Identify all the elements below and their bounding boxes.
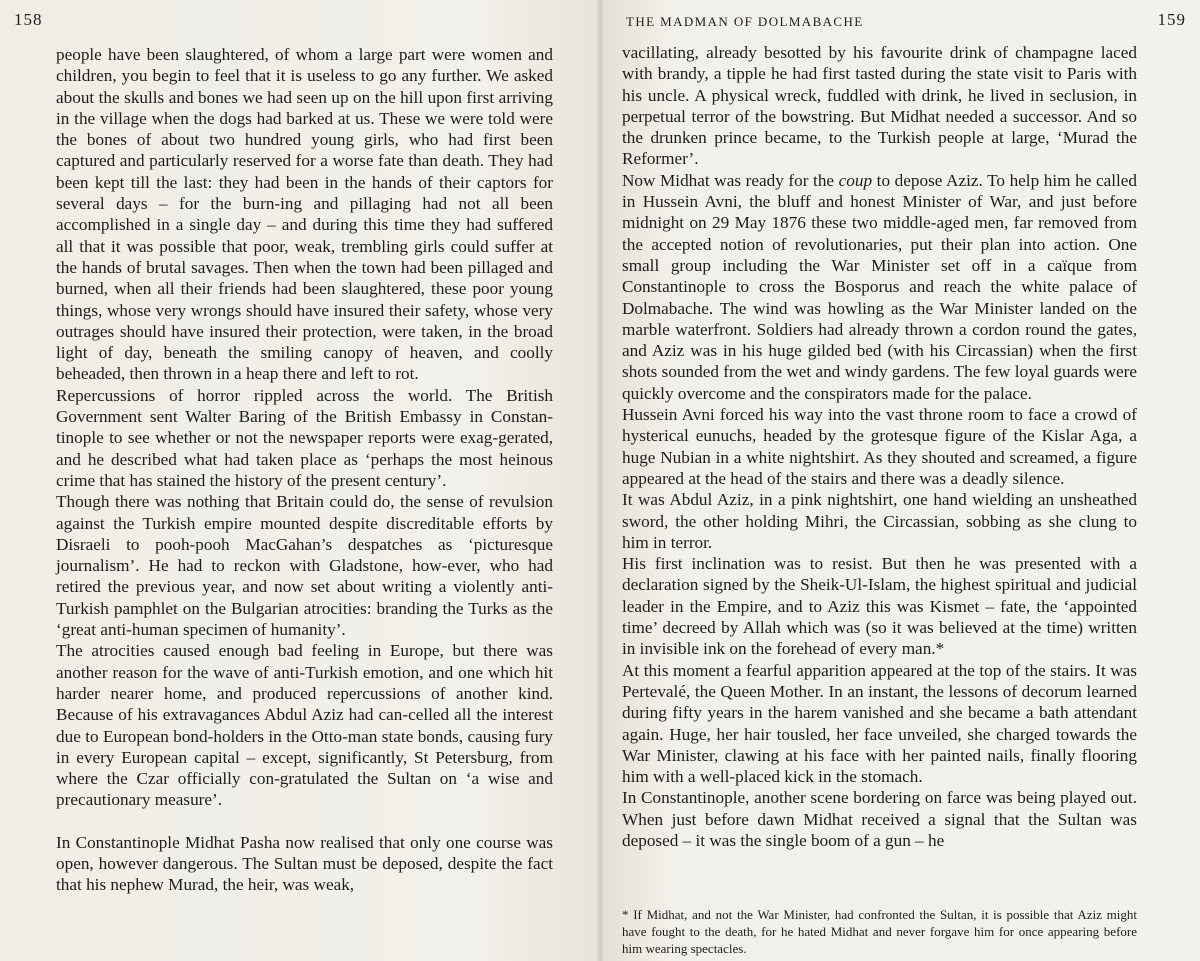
right-paragraph-1: vacillating, already besotted by his favourite drink of champagne laced with brandy, a tipple he had first tasted during the state visit to Paris with his uncle. A physical wreck, fuddled with drink, he lived in seclusion, in perpetual terror of the bowstring. But Midhat needed a successor. And so the drunken prince became, to the Turkish people at large, ‘Murad the Reformer’. xyxy=(622,43,1137,169)
right-paragraph-2 xyxy=(622,170,1137,404)
left-paragraph-1: people have been slaughtered, of whom a large part were women and children, you begin to feel that it is useless to go any further. We asked about the skulls and bones we had seen up on the hill upon first arriving in the village when the dogs had barked at us. These we were told were the bones of about two hundred young girls, who had first been captured and particularly reserved for a worse fate than death. They had been kept till the last: they had been in the hands of their captors for several days – for the burn-ing and pillaging had not all been accomplished in a single day – and during this time they had suffered all that it was possible that poor, weak, trembling girls could suffer at the hands of brutal savages. Then when the town had been pillaged and burned, when all their friends had been slaughtered, these poor young things, whose very wrongs should have insured their safety, whose very outrages should have insured their protection, were taken, in the broad light of day, beneath the smiling canopy of heaven, and coolly beheaded, then thrown in a heap there and left to rot. xyxy=(56,45,553,384)
left-paragraph-2: Repercussions of horror rippled across the world. The British Government sent Walter Baring of the British Embassy in Constan-tinople to see whether or not the newspaper reports were exag-gerated, and he described what had taken place as ‘perhaps the most heinous crime that has stained the history of the present century’. xyxy=(56,385,553,490)
right-paragraph-4: It was Abdul Aziz, in a pink nightshirt, one hand wielding an unsheathed sword, the other holding Mihri, the Circassian, sobbing as she clung to him in terror. xyxy=(622,490,1137,552)
page-number-right: 159 xyxy=(1157,10,1186,29)
right-paragraph-7: In Constantinople, another scene bordering on farce was being played out. When just before dawn Midhat received a signal that the Sultan was deposed – it was the single boom of a gun – he xyxy=(622,788,1137,850)
footnote: * If Midhat, and not the War Minister, had confronted the Sultan, it is possible that Aziz might have fought to the death, for he hated Midhat and never forgave him for once appearing before him wearing spectacles. xyxy=(622,907,1137,956)
running-head: THE MADMAN OF DOLMABACHE xyxy=(626,14,864,29)
left-paragraph-3: Though there was nothing that Britain could do, the sense of revulsion against the Turkish empire mounted despite discreditable efforts by Disraeli to pooh-pooh MacGahan’s despatches as ‘picturesque journalism’. He had to reckon with Gladstone, how-ever, who had retired the previous year, and now set about writing a violently anti-Turkish pamphlet on the Bulgarian atrocities: branding the Turks as the ‘great anti-human specimen of humanity’. xyxy=(56,492,553,640)
right-page xyxy=(600,0,1200,961)
page-number-left: 158 xyxy=(14,10,43,29)
right-paragraph-6: At this moment a fearful apparition appeared at the top of the stairs. It was Pertevalé, the Queen Mother. In an instant, the lessons of decorum learned during fifty years in the harem vanished and she became a bath attendant again. Huge, her hair tousled, her face unveiled, she charged towards the War Minister, clawing at his face with her painted nails, finally flooring him with a well-placed kick in the stomach. xyxy=(622,660,1137,787)
right-paragraph-5: His first inclination was to resist. But then he was presented with a declaration signed by the Sheik-Ul-Islam, the highest spiritual and judicial leader in the Empire, and to Aziz this was Kismet – fate, the ‘appointed time’ decreed by Allah which was (so it was believed at the time) written in invisible ink on the forehead of every man.* xyxy=(622,554,1137,659)
coup-italic: coup xyxy=(838,170,873,190)
left-paragraph-4: The atrocities caused enough bad feeling in Europe, but there was another reason for the wave of anti-Turkish emotion, and one which hit harder nearer home, and produced repercussions of another kind. Because of his extravagances Abdul Aziz had can-celled all the interest due to European bond-holders in the Otto-man state bonds, causing fury in every European capital – except, significantly, St Petersburg, from where the Czar officially con-gratulated the Sultan on ‘a wise and precautionary measure’. xyxy=(56,641,553,810)
right-paragraph-3: Hussein Avni forced his way into the vast throne room to face a crowd of hysterical eunuchs, headed by the grotesque figure of the Kislar Aga, a huge Nubian in a white nightshirt. As they shouted and screamed, a figure appeared at the head of the stairs and there was a deadly silence. xyxy=(622,405,1137,488)
right-page-body xyxy=(622,42,1137,851)
left-page-body xyxy=(56,44,553,896)
book-gutter xyxy=(596,0,604,961)
left-paragraph-5: In Constantinople Midhat Pasha now realised that only one course was open, however dangerous. The Sultan must be deposed, despite the fact that his nephew Murad, the heir, was weak, xyxy=(56,832,553,895)
right-paragraph-2-rest: to depose Aziz. To help him he called in Hussein Avni, the bluff and honest Minister of War, and just before midnight on 29 May 1876 these two middle-aged men, far removed from the accepted notion of revolutionaries, put their plan into action. One small group including the War Minister set off in a caïque from Constantinople to cross the Bosporus and reach the white palace of Dolmabache. The wind was howling as the War Minister landed on the marble waterfront. Soldiers had already thrown a cordon round the gates, and Aziz was in his huge gilded bed (with his Circassian) when the first shots sounded from the wet and windy gardens. The few loyal guards were quickly overcome and the conspirators made for the palace. xyxy=(622,170,1137,403)
right-paragraph-2-start: Now Midhat was ready for the xyxy=(622,170,839,190)
